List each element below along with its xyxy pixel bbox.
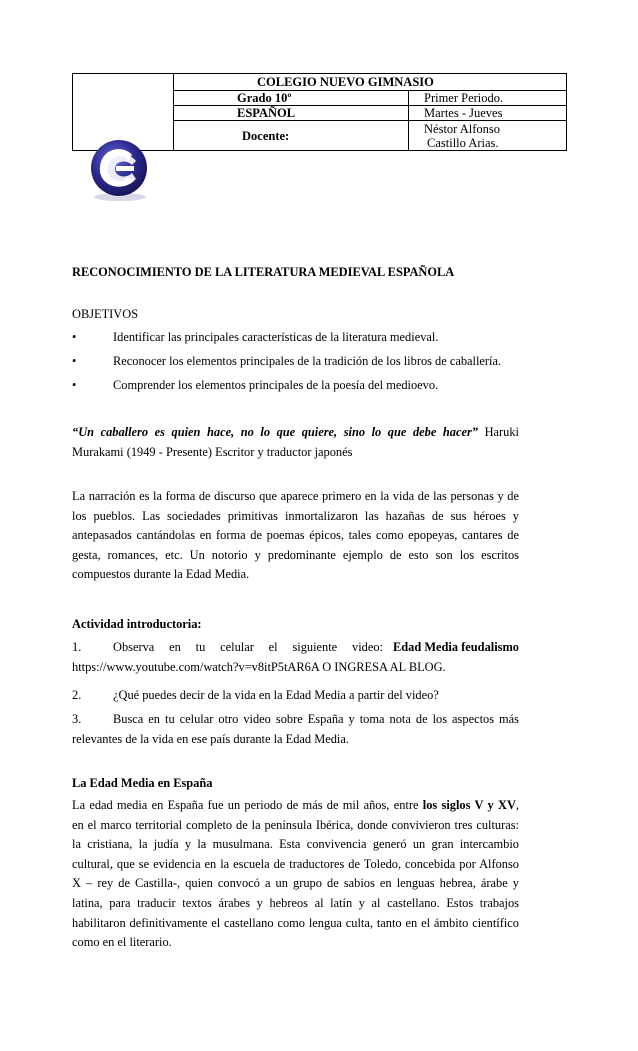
quote-text: “Un caballero es quien hace, no lo que quiere, sino lo que debe hacer” <box>72 425 479 439</box>
quote-block <box>72 423 519 462</box>
activity-item-3: 3. Busca en tu celular otro video sobre España y toma nota de los aspectos más relevantes de la vida en ese país durante la Edad Media. <box>72 712 519 746</box>
activity-heading: Actividad introductoria: <box>72 617 202 631</box>
header-row-subject <box>174 105 566 121</box>
header-row-school <box>174 74 566 91</box>
quote-author-rest: Murakami (1949 - Presente) Escritor y traductor japonés <box>72 444 353 459</box>
header-row-grade <box>174 90 566 106</box>
header-row-teacher <box>174 120 566 150</box>
document-page: COLEGIO NUEVO GIMNASIO Grado 10º Primer Periodo. ESPAÑOL Martes - Jueves Docente: Néstor Alfonso Castillo Arias. RECONOCIMIENTO DE LA LITERATURA MEDIEVAL ESPAÑOLA OBJETIVOS • Identificar las principales características de la literatura medieval. • Reconocer los elementos principales de la tradición de los libros de caballería. • Comprender los elementos principales de la poesía del medioevo. “Un caballero es quien hace, no lo que quiere, sino lo que debe hacer” Haruki Murakami (1949 - Presente) Escritor y traductor japonés La narración es la forma de discurso que aparece primero en la vida de las personas y de los pueblos. Las sociedades primitivas inmortalizaron las hazañas de sus héroes y antepasados cantándolas en forma de poemas épicos, tales como epopeyas, cantares de gesta, romances, etc. Un notorio y predominante ejemplo de esto son los escritos compuestos durante la Edad Media. Actividad introductoria: 1. Observa en tu celular el siguiente video: Edad Media feudalismo https://www.youtube.com/watch?v=v8itP5tAR6A O INGRESA AL BLOG. 2. ¿Qué puedes decir de la vida en la Edad Media a partir del video? 3. Busca en tu celular otro video sobre España y toma nota de los aspectos más relevantes de la vida en ese país durante la Edad Media. La Edad Media en España La edad media en España fue un periodo de más de mil años, entre los siglos V y XV, en el marco territorial completo de la península Ibérica, donde convivieron tres culturas: la cristiana, la judía y la musulmana. Esta convivencia generó un gran intercambio cultural, que se evidencia en la escuela de traductores de Toledo, concebida por Alfonso X – rey de Castilla-, quien convocó a un grupo de sabios en lenguas hebrea, árabe y latina, para traducir textos árabes y hebreos al latín y al castellano. Estos trabajos habilitaron definitivamente el castellano como lengua culta, tanto en el ámbito científico como en el literario. <box>0 0 638 1051</box>
header-info <box>173 73 567 151</box>
bullet-icon: • <box>72 354 77 368</box>
intro-paragraph: La narración es la forma de discurso que aparece primero en la vida de las personas y de los pueblos. Las sociedades primitivas inmortalizaron las hazañas de sus héroes y antepasados cantándolas en forma de poemas épicos, tales como epopeyas, cantares de gesta, romances, etc. Un notorio y predominante ejemplo de esto son los escritos compuestos durante la Edad Media. <box>72 489 519 582</box>
school-name: COLEGIO NUEVO GIMNASIO <box>257 75 434 89</box>
objectives-heading: OBJETIVOS <box>72 307 139 321</box>
spain-heading: La Edad Media en España <box>72 776 213 790</box>
spain-paragraph: La edad media en España fue un periodo de más de mil años, entre los siglos V y XV, en el marco territorial completo de la península Ibérica, donde convivieron tres culturas: la cristiana, la judía y la musulmana. Esta convivencia generó un gran intercambio cultural, que se evidencia en la escuela de traductores de Toledo, concebida por Alfonso X – rey de Castilla-, quien convocó a un grupo de sabios en lenguas hebrea, árabe y latina, para traducir textos árabes y hebreos al latín y al castellano. Estos trabajos habilitaron definitivamente el castellano como lengua culta, tanto en el ámbito científico como en el literario. <box>72 798 519 950</box>
school-logo-icon <box>86 135 154 203</box>
document-title: RECONOCIMIENTO DE LA LITERATURA MEDIEVAL ESPAÑOLA <box>72 265 455 279</box>
quote-line1 <box>72 423 519 443</box>
bullet-icon: • <box>72 330 77 344</box>
days-label: Martes - Jueves <box>424 106 503 120</box>
teacher-name-line1: Néstor Alfonso <box>424 122 501 136</box>
teacher-label: Docente: <box>242 129 290 143</box>
teacher-name-line2: Castillo Arias. <box>427 136 499 150</box>
bullet-icon: • <box>72 378 77 392</box>
grade-label: Grado 10º <box>237 91 292 105</box>
period-label: Primer Periodo. <box>424 91 504 105</box>
subject-label: ESPAÑOL <box>237 106 296 120</box>
activity-item-1: 1. Observa en tu celular el siguiente video: Edad Media feudalismo https://www.youtube.com/watch?v=v8itP5tAR6A O INGRESA AL BLOG. <box>72 638 519 677</box>
video-link[interactable]: https://www.youtube.com/watch?v=v8itP5tAR6A O INGRESA AL BLOG. <box>72 659 446 674</box>
quote-author-first: Haruki <box>484 425 519 439</box>
